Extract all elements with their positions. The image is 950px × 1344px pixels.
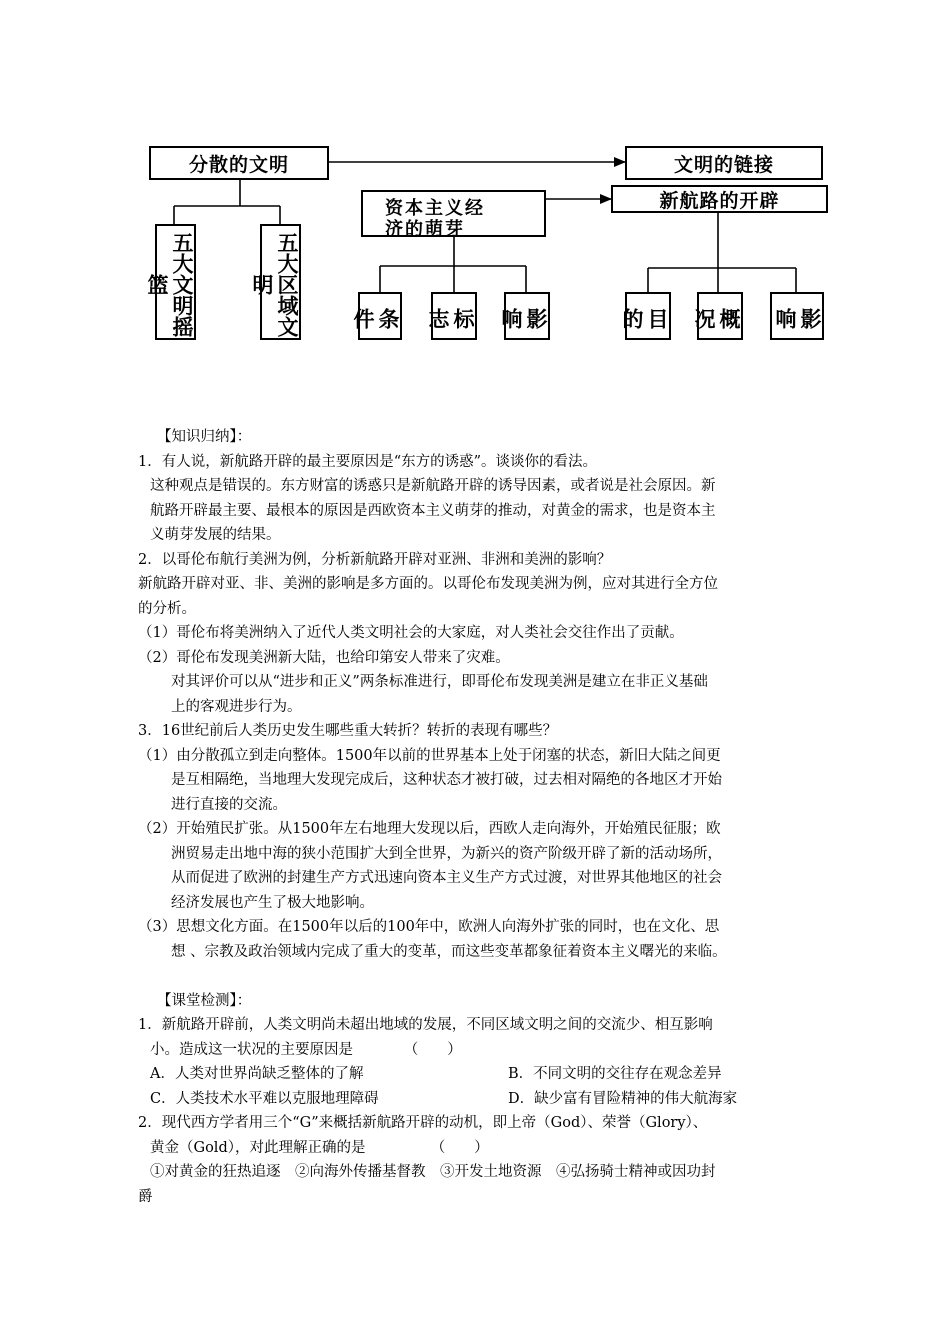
question-3: 3．16世纪前后人类历史发生哪些重大转折？转折的表现有哪些？: [138, 723, 558, 739]
answer-2-point-2: （2）哥伦布发现美洲新大陆，也给印第安人带来了灾难。: [138, 649, 510, 666]
box-purpose: 目的: [625, 292, 671, 340]
answer-1-line-2: 航路开辟最主要、最根本的原因是西欧资本主义萌芽的推动，对黄金的需求，也是资本主: [150, 502, 716, 519]
test-question-2-options-end: 爵: [138, 1188, 153, 1205]
option-a[interactable]: A．人类对世界尚缺乏整体的了解: [150, 1066, 364, 1082]
answer-2-line-2: 的分析。: [138, 600, 196, 617]
answer-3-p1-line-1: （1）由分散孤立到走向整体。1500年以前的世界基本上处于闭塞的状态，新旧大陆之间更: [138, 747, 721, 764]
option-c[interactable]: C．人类技术水平难以克服地理障碍: [150, 1090, 379, 1107]
question-2: 2．以哥伦布航行美洲为例，分析新航路开辟对亚洲、非洲和美洲的影响？: [138, 551, 612, 568]
answer-2-eval-1: 对其评价可以从“进步和正义”两条标准进行，即哥伦布发现美洲是建立在非正义基础: [171, 674, 708, 690]
answer-3-p2-line-2: 洲贸易走出地中海的狭小范围扩大到全世界，为新兴的资产阶级开辟了新的活动场所，: [171, 845, 722, 862]
box-impact-route: 影响: [770, 292, 824, 340]
options-row-ab: [138, 1062, 828, 1087]
box-five-regions: 五大区域文明: [260, 224, 301, 340]
box-overview: 概况: [697, 292, 743, 340]
options-row-cd: [138, 1087, 828, 1112]
answer-2-point-1: （1）哥伦布将美洲纳入了近代人类文明社会的大家庭，对人类社会交往作出了贡献。: [138, 625, 684, 641]
answer-3-p3-line-1: （3）思想文化方面。在1500年以后的100年中，欧洲人向海外扩张的同时，也在文化、思: [138, 919, 720, 935]
answer-3-p1-line-3: 进行直接的交流。: [171, 796, 287, 813]
answer-1-line-1: 这种观点是错误的。东方财富的诱惑只是新航路开辟的诱导因素，或者说是社会原因。新: [150, 478, 716, 494]
section-gap: [138, 964, 828, 989]
answer-3-p1-line-2: 是互相隔绝，当地理大发现完成后，这种状态才被打破，过去相对隔绝的各地区才开始: [171, 772, 722, 788]
answer-3-p2-line-4: 经济发展也产生了极大地影响。: [171, 894, 374, 911]
capital-line-1: 资本主义经: [385, 198, 485, 219]
answer-3-p3-line-2: 想 、宗教及政治领域内完成了重大的变革，而这些变革都象征着资本主义曙光的来临。: [171, 943, 727, 960]
box-capitalism-sprouts: [361, 190, 546, 240]
option-d[interactable]: D．缺少富有冒险精神的伟大航海家: [508, 1090, 738, 1107]
test-question-2-options: ①对黄金的狂热追逐 ②向海外传播基督教 ③开发土地资源 ④弘扬骑士精神或因功封: [150, 1164, 716, 1180]
option-b[interactable]: B．不同文明的交往存在观念差异: [508, 1066, 722, 1082]
answer-1-line-3: 义萌芽发展的结果。: [150, 527, 281, 543]
question-1: 1．有人说，新航路开辟的最主要原因是“东方的诱惑”。谈谈你的看法。: [138, 453, 598, 470]
capital-line-2: 济的萌芽: [385, 219, 465, 240]
section-heading-knowledge: 【知识归纳】：: [157, 429, 252, 445]
box-five-cradles: 五大文明摇篮: [155, 224, 196, 340]
box-marks: 标志: [431, 292, 477, 340]
test-question-1-line-2: 小。造成这一状况的主要原因是 （ ）: [150, 1041, 462, 1058]
test-question-2-line-1: 2．现代西方学者用三个“G”来概括新航路开辟的动机，即上帝（God）、荣誉（Glory）、: [138, 1115, 708, 1131]
box-civilization-link: 文明的链接: [625, 146, 823, 180]
answer-2-line-1: 新航路开辟对亚、非、美洲的影响是多方面的。以哥伦布发现美洲为例，应对其进行全方位: [138, 576, 718, 592]
test-question-2-line-2: 黄金（Gold），对此理解正确的是 （ ）: [150, 1139, 489, 1156]
box-new-route: 新航路的开辟: [611, 185, 828, 213]
answer-2-eval-2: 上的客观进步行为。: [171, 698, 302, 715]
box-conditions: 条件: [358, 292, 402, 340]
section-heading-classtest: 【课堂检测】：: [157, 992, 252, 1009]
box-scattered-civilization: 分散的文明: [149, 146, 329, 180]
document-body: [138, 425, 828, 1209]
answer-3-p2-line-3: 从而促进了欧洲的封建生产方式迅速向资本主义生产方式过渡，对世界其他地区的社会: [171, 870, 722, 886]
answer-3-p2-line-1: （2）开始殖民扩张。从1500年左右地理大发现以后，西欧人走向海外，开始殖民征服；欧: [138, 821, 721, 837]
box-impact-capital: 影响: [504, 292, 550, 340]
test-question-1-line-1: 1．新航路开辟前，人类文明尚未超出地域的发展，不同区域文明之间的交流少、相互影响: [138, 1017, 713, 1033]
